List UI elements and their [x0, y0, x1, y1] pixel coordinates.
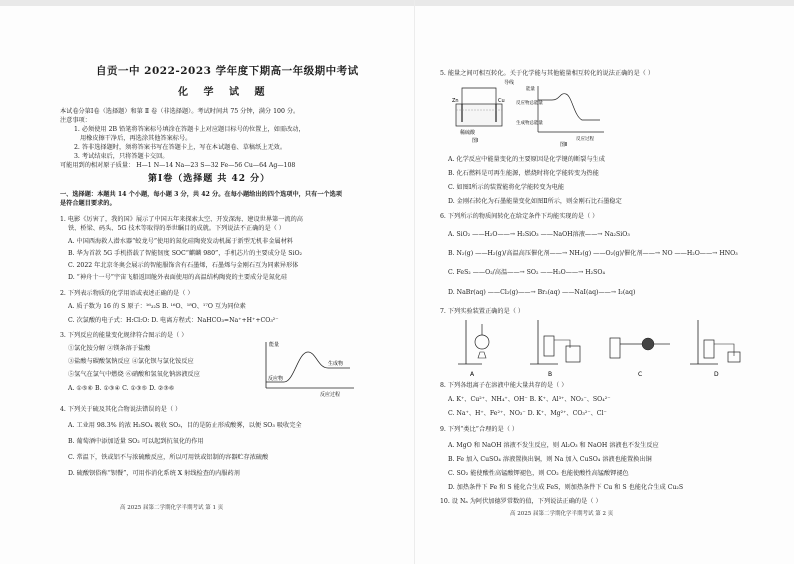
- question-4-option: D. 硫酸钡俗称“钡餐”，可用作消化系统 X 射线检查的内服药剂: [68, 470, 240, 477]
- figure-1-caption: 图Ⅰ: [472, 138, 479, 144]
- question-8-options: C. Na⁺、H⁺、Fe²⁺、NO₃⁻ D. K⁺、Mg²⁺、CO₃²⁻、Cl⁻: [448, 410, 607, 417]
- question-1-stem: 铁、桥梁、码头、5G 技术等取得的举世瞩目的成就。下列说法不正确的是（ ）: [68, 225, 285, 232]
- reactant-label: 反应物: [268, 376, 284, 382]
- question-8-options: A. K⁺、Cu²⁺、NH₄⁺、OH⁻ B. K⁺、Al³⁺、NO₃⁻、SO₄²⁻: [448, 396, 611, 403]
- wire: [462, 88, 496, 104]
- zn-label: Zn: [452, 98, 459, 104]
- intro-line: 1. 必须使用 2B 铅笔将答案标号填涂在答题卡上对应题目标号的位置上，如需改动，: [74, 126, 305, 133]
- question-4-option: A. 工业用 98.3% 的浓 H₂SO₄ 吸收 SO₃，目的是防止形成酸雾，以便 SO₃ 吸收完全: [68, 422, 302, 429]
- question-6-option: B. N₂(g) ——H₂(g)/高温高压催化剂——→ NH₃(g) ——O₂(g)/催化剂——→ NO ——H₂O——→ HNO₃: [448, 250, 738, 257]
- question-5-option: B. 化石燃料是可再生能源，燃烧时将化学能转变为热能: [448, 170, 599, 177]
- page-fold-line: [414, 0, 415, 564]
- subject-title: 化 学 试 题: [178, 87, 271, 98]
- option-b-label: B: [548, 371, 553, 378]
- section-title: 第Ⅰ卷（选择题 共 42 分）: [148, 174, 271, 184]
- fig2-reactant-label: 反应物总能量: [516, 101, 543, 106]
- question-6-option: C. FeS₂ ——O₂/高温——→ SO₂ ——H₂O——→ H₂SO₄: [448, 269, 605, 276]
- question-3-stem: 3. 下列反应的能量变化规律符合图示的是（ ）: [60, 332, 188, 339]
- question-9-option: B. Fe 加入 CuSO₄ 溶液置换出铜，则 Na 加入 CuSO₄ 溶液也能置换出铜: [448, 456, 652, 463]
- question-7-stem: 7. 下列实验装置正确的是（ ）: [440, 308, 525, 315]
- question-3-item: ⑤氢气在氯气中燃烧 ⑥硝酸和氢氧化钠溶液反应: [68, 371, 200, 378]
- question-6-option: D. NaBr(aq) ——Cl₂(g)——→ Br₂(aq) ——NaI(aq)——→ I₂(aq): [448, 289, 636, 296]
- question-1-option: A. 中国西海救人潜水器“蛟龙号”使用的氮化硅陶瓷发动机属于新型无机非金属材料: [68, 238, 294, 245]
- lab-apparatus-figures: [448, 316, 748, 378]
- question-6-stem: 6. 下列所示的物质间转化在给定条件下均能实现的是（ ）: [440, 213, 599, 220]
- option-c-label: C: [638, 371, 643, 378]
- beaker: [456, 104, 502, 126]
- apparatus-a: [458, 320, 489, 364]
- y-axis-label: 能量: [269, 342, 280, 348]
- page-2: [440, 10, 762, 554]
- intro-line: 注意事项：: [60, 117, 91, 124]
- question-9-option: A. MgO 和 NaOH 溶液不发生反应，则 Al₂O₃ 和 NaOH 溶液也不发生反应: [448, 442, 659, 449]
- product-label: 生成物: [328, 361, 344, 367]
- question-4-option: C. 常温下，铁或铝不与浓硫酸反应，所以可用铁或铝制的容器贮存浓硫酸: [68, 454, 269, 461]
- question-5-option: A. 化学反应中能量变化的主要原因是化学键的断裂与生成: [448, 156, 605, 163]
- acid-label: 稀硫酸: [460, 130, 476, 136]
- intro-line: 用橡皮擦干净后，再选涂其他答案标号。: [80, 135, 192, 142]
- option-d-label: D: [714, 371, 719, 378]
- exam-title: 自贡一中 2022-2023 学年度下期高一年级期中考试: [96, 65, 359, 77]
- question-5-option: C. 如图Ⅰ所示的装置能将化学能转变为电能: [448, 184, 565, 191]
- fig2-product-label: 生成物总能量: [516, 121, 543, 126]
- question-2-options: C. 次氯酸的电子式：H:Cl:O: D. 电离方程式：NaHCO₃=Na⁺+H⁺+CO₃²⁻: [68, 317, 279, 324]
- fig2-y-label: 能量: [526, 87, 535, 92]
- question-6-option: A. SiO₂ ——H₂O——→ H₂SiO₃ ——NaOH溶液——→ Na₂SiO₃: [448, 231, 630, 238]
- question-8-stem: 8. 下列各组离子在溶液中能大量共存的是（ ）: [440, 382, 568, 389]
- cu-label: Cu: [498, 98, 505, 104]
- apparatus-c: [610, 338, 670, 358]
- apparatus-b: [530, 320, 580, 364]
- question-2-options: A. 质子数为 16 的 S 原子：¹⁶₃₂S B. ¹⁶O、¹⁸O、¹⁷O 互为同位素: [68, 303, 246, 310]
- figure-2-caption: 图Ⅱ: [560, 142, 568, 148]
- question-1-option: D. “神舟十一号”宇宙飞船返回舱外表面使用的高温结构陶瓷的主要成分是氮化硅: [68, 274, 288, 281]
- fig2-curve: [538, 94, 600, 120]
- galvanic-and-energy-figures: [448, 78, 608, 150]
- page-footer: 高 2025 届第二学期化学半期考试 第 2 页: [510, 511, 614, 517]
- section-intro: 是符合题目要求的。: [60, 200, 116, 207]
- question-9-option: C. SO₂ 能使酸性高锰酸钾褪色，则 CO₂ 也能使酸性高锰酸钾褪色: [448, 470, 629, 477]
- page-1: [60, 10, 388, 554]
- x-axis-label: 反应过程: [320, 392, 341, 398]
- question-1-stem: 1. 电影《厉害了，我的国》展示了中国五年来探索太空、开发深海、建设世界第一流的高: [60, 216, 303, 223]
- question-3-item: ③盐酸与碳酸氢钠反应 ④氯化钡与氯化铵反应: [68, 358, 194, 365]
- option-a-label: A: [470, 371, 475, 378]
- apparatus-d: [690, 320, 740, 364]
- question-10-stem: 10. 设 Nₐ 为阿伏加德罗常数的值，下列说法正确的是（ ）: [440, 498, 602, 505]
- page-footer: 高 2025 届第二学期化学半期考试 第 1 页: [120, 505, 224, 511]
- question-9-stem: 9. 下列“类比”合理的是（ ）: [440, 426, 519, 433]
- intro-line: 本试卷分第Ⅰ卷（选择题）和第 Ⅱ 卷（非选择题）。考试时间共 75 分钟，满分 100 分。: [60, 108, 300, 115]
- question-9-option: D. 加热条件下 Fe 和 S 能化合生成 FeS，则加热条件下 Cu 和 S 也能化合生成 Cu₂S: [448, 484, 684, 491]
- intro-line: 2. 答非选择题时，须将答案书写在答题卡上，写在本试题卷、草稿纸上无效。: [74, 144, 287, 151]
- energy-profile-diagram: [258, 338, 358, 400]
- question-3-options: A. ①⑤⑥ B. ①③④ C. ①③⑤ D. ②③⑥: [68, 385, 175, 392]
- question-5-option: D. 金刚石转化为石墨能量变化如图Ⅱ所示，则金刚石比石墨稳定: [448, 198, 622, 205]
- question-4-option: B. 葡萄酒中添加适量 SO₂ 可以起到抗氧化的作用: [68, 438, 204, 445]
- fig2-x-label: 反应过程: [576, 137, 594, 142]
- scan-edge: [0, 0, 794, 6]
- question-1-option: C. 2022 年北京冬奥会展示的智能服饰含有石墨烯，石墨烯与金刚石互为同素异形体: [68, 262, 299, 269]
- intro-line: 3. 考试结束后，只将答题卡交回。: [74, 153, 169, 160]
- question-4-stem: 4. 下列关于硫及其化合物说法错误的是（ ）: [60, 406, 182, 413]
- question-1-option: B. 华为首款 5G 手机搭载了智能韧度 SOC“麒麟 980”，手机芯片的主要成分是 SiO₂: [68, 250, 303, 257]
- question-5-stem: 5. 能量之间可相互转化。关于化学能与其他能量相互转化的说法正确的是（ ）: [440, 70, 655, 77]
- wire-label: 导线: [504, 80, 515, 86]
- question-3-item: ①氯化铵分解 ②镁条溶于盐酸: [68, 345, 151, 352]
- atomic-mass-line: 可能用到的相对原子质量： H—1 N—14 Na—23 S—32 Fe—56 Cu—64 Ag—108: [60, 162, 296, 169]
- section-intro: 一、选择题：本题共 14 个小题，每小题 3 分，共 42 分。在每小题给出的四个选项中，只有一个选项: [60, 191, 342, 198]
- question-2-stem: 2. 下列表示物质的化学用语或表述正确的是（ ）: [60, 290, 194, 297]
